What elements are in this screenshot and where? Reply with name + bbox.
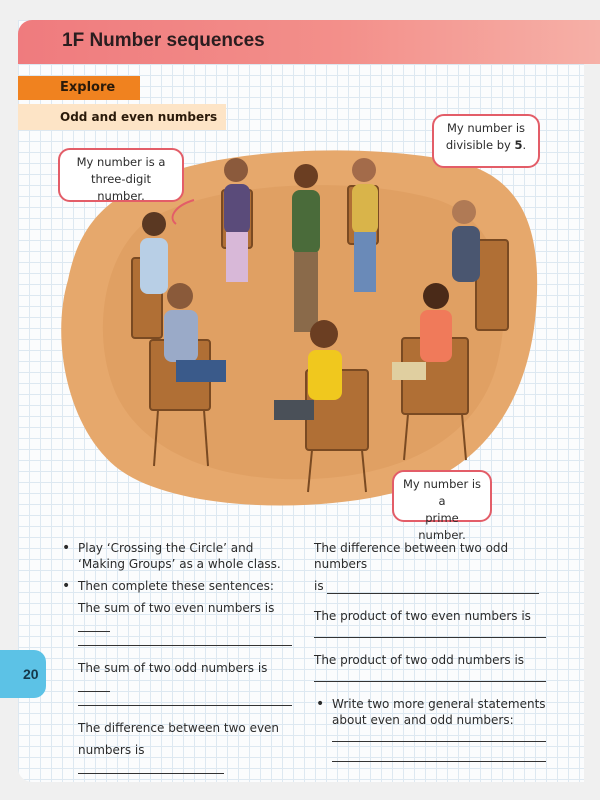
sentence-diff-even-b xyxy=(60,742,292,774)
sentence-text: is xyxy=(314,579,324,593)
instruction-bullet: • Play ‘Crossing the Circle’ and ‘Making Groups’ as a whole class. xyxy=(60,540,292,572)
bubble-text-line: My number is a xyxy=(402,477,482,508)
chapter-title: 1F Number sequences xyxy=(62,30,265,51)
section-subheading: Odd and even numbers xyxy=(18,104,226,130)
left-column xyxy=(60,540,292,774)
bubble-text-line: My number is xyxy=(446,121,526,135)
answer-line[interactable] xyxy=(327,582,539,594)
speech-bubble-divisible xyxy=(432,114,540,168)
answer-line[interactable] xyxy=(314,624,546,638)
sentence-text: The sum of two even numbers is xyxy=(78,601,275,615)
page-number-tab: 20 xyxy=(0,650,46,698)
sentence-text: numbers is xyxy=(78,743,145,757)
instruction-bullet: • Then complete these sentences: xyxy=(60,578,292,594)
sentence-sum-odd xyxy=(60,660,292,692)
sentence-diff-even-a: The difference between two even xyxy=(78,721,280,735)
answer-line[interactable] xyxy=(78,620,110,632)
sentence-sum-even xyxy=(60,600,292,632)
bubble-text-part: divisible by xyxy=(445,138,515,152)
answer-line[interactable] xyxy=(78,692,292,706)
answer-line[interactable] xyxy=(78,680,110,692)
answer-line[interactable] xyxy=(332,728,546,742)
answer-line[interactable] xyxy=(314,668,546,682)
speech-bubble-prime xyxy=(392,470,492,542)
bubble-text-part: . xyxy=(522,138,527,152)
sentence-text: The sum of two odd numbers is xyxy=(78,661,268,675)
explore-tab: Explore xyxy=(18,76,140,100)
bubble-text-line xyxy=(440,137,532,154)
right-column xyxy=(314,540,546,762)
speech-bubble-three-digit xyxy=(58,148,184,202)
sentence-diff-odd-b xyxy=(314,578,546,594)
bubble-text-line: prime number. xyxy=(418,511,466,542)
bubble-text-line: My number is a xyxy=(76,155,166,169)
answer-line[interactable] xyxy=(332,748,546,762)
sentence-product-odd: The product of two odd numbers is xyxy=(314,653,525,667)
bubble-text-line: three-digit number. xyxy=(90,172,152,203)
bubble-text-bold: 5 xyxy=(514,138,523,152)
chapter-header xyxy=(18,20,600,64)
instruction-bullet: • Write two more general statements about even and odd numbers: xyxy=(314,696,546,728)
sentence-diff-odd-a: The difference between two odd numbers xyxy=(314,541,509,571)
sentence-product-even: The product of two even numbers is xyxy=(314,609,531,623)
answer-line[interactable] xyxy=(78,762,224,774)
answer-line[interactable] xyxy=(78,632,292,646)
